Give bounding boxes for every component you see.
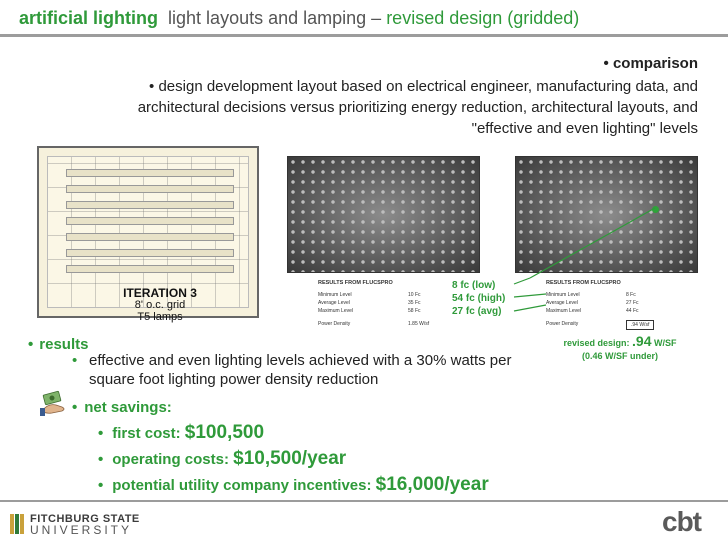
slide-header — [0, 0, 728, 34]
fsu-line1: FITCHBURG STATE — [30, 513, 140, 525]
fixture-row — [66, 185, 234, 193]
grid-spacing-label: 8' o.c. grid — [134, 299, 186, 311]
fixture-row — [66, 201, 234, 209]
savings-item-incentives: • potential utility company incentives: $16,000/year — [98, 474, 489, 495]
table-row: Power Density 1.85 W/sf — [318, 321, 430, 327]
footer-divider — [0, 500, 728, 502]
fc-avg: 27 fc (avg) — [452, 306, 502, 317]
money-hand-icon — [38, 389, 70, 417]
cbt-logo: cbt — [662, 506, 701, 537]
effective-lighting-bullet: • effective and even lighting levels achieved with a 30% watts per square foot lighting power density reduction — [72, 352, 512, 388]
results-table-original — [318, 279, 448, 328]
fc-low: 8 fc (low) — [452, 280, 496, 291]
iteration-label: ITERATION 3 — [123, 286, 197, 300]
fixture-row — [66, 169, 234, 177]
table-row: Minimum Level 10 Fc — [318, 292, 421, 298]
revised-design-note: revised design: .94 W/SF (0.46 W/SF under) — [540, 335, 700, 363]
fsu-line2: UNIVERSITY — [30, 523, 133, 537]
lighting-render-revised — [515, 156, 698, 273]
net-savings-heading: • net savings: — [72, 399, 172, 416]
revised-under-note: (0.46 W/SF under) — [581, 351, 658, 361]
savings-item-first-cost: • first cost: $100,500 — [98, 422, 265, 443]
table-row: Average Level 35 Fc — [318, 300, 421, 306]
title-topic: artificial lighting — [19, 8, 159, 28]
callout-point-icon — [652, 206, 659, 213]
results-table-revised — [546, 279, 686, 330]
fixture-row — [66, 217, 234, 225]
table-row: Maximum Level 44 Fc — [546, 308, 639, 314]
fitchburg-state-logo — [10, 512, 160, 538]
header-divider — [0, 34, 728, 37]
comparison-heading: • comparison — [603, 55, 698, 72]
fixture-row — [66, 265, 234, 273]
lighting-render-original — [287, 156, 480, 273]
fsu-mark-icon — [10, 514, 24, 534]
fc-callouts — [452, 279, 505, 318]
floor-plan-caption — [90, 287, 230, 323]
fc-high: 54 fc (high) — [452, 293, 506, 304]
results-title: RESULTS FROM FLUCSPRO — [318, 280, 393, 286]
savings-item-operating-costs: • operating costs: $10,500/year — [98, 448, 347, 469]
table-row: Average Level 27 Fc — [546, 300, 639, 306]
fixture-row — [66, 249, 234, 257]
table-row: Power Density .94 W/sf — [546, 320, 686, 330]
power-density-badge: .94 W/sf — [626, 320, 654, 330]
results-heading: • results — [28, 336, 89, 353]
fixture-row — [66, 233, 234, 241]
slide-title — [19, 8, 579, 29]
table-row: Minimum Level 8 Fc — [546, 292, 636, 298]
table-row: Maximum Level 58 Fc — [318, 308, 421, 314]
design-development-text: • design development layout based on electrical engineer, manufacturing data, and architectural decisions versus prioritizing energy reduction, architectural layouts, and "effective and even lighting" levels — [137, 78, 698, 137]
title-design: revised design (gridded) — [386, 8, 580, 28]
lamp-type-label: T5 lamps — [137, 311, 183, 323]
results-title: RESULTS FROM FLUCSPRO — [546, 280, 621, 286]
title-subtopic: light layouts and lamping – — [168, 8, 382, 28]
